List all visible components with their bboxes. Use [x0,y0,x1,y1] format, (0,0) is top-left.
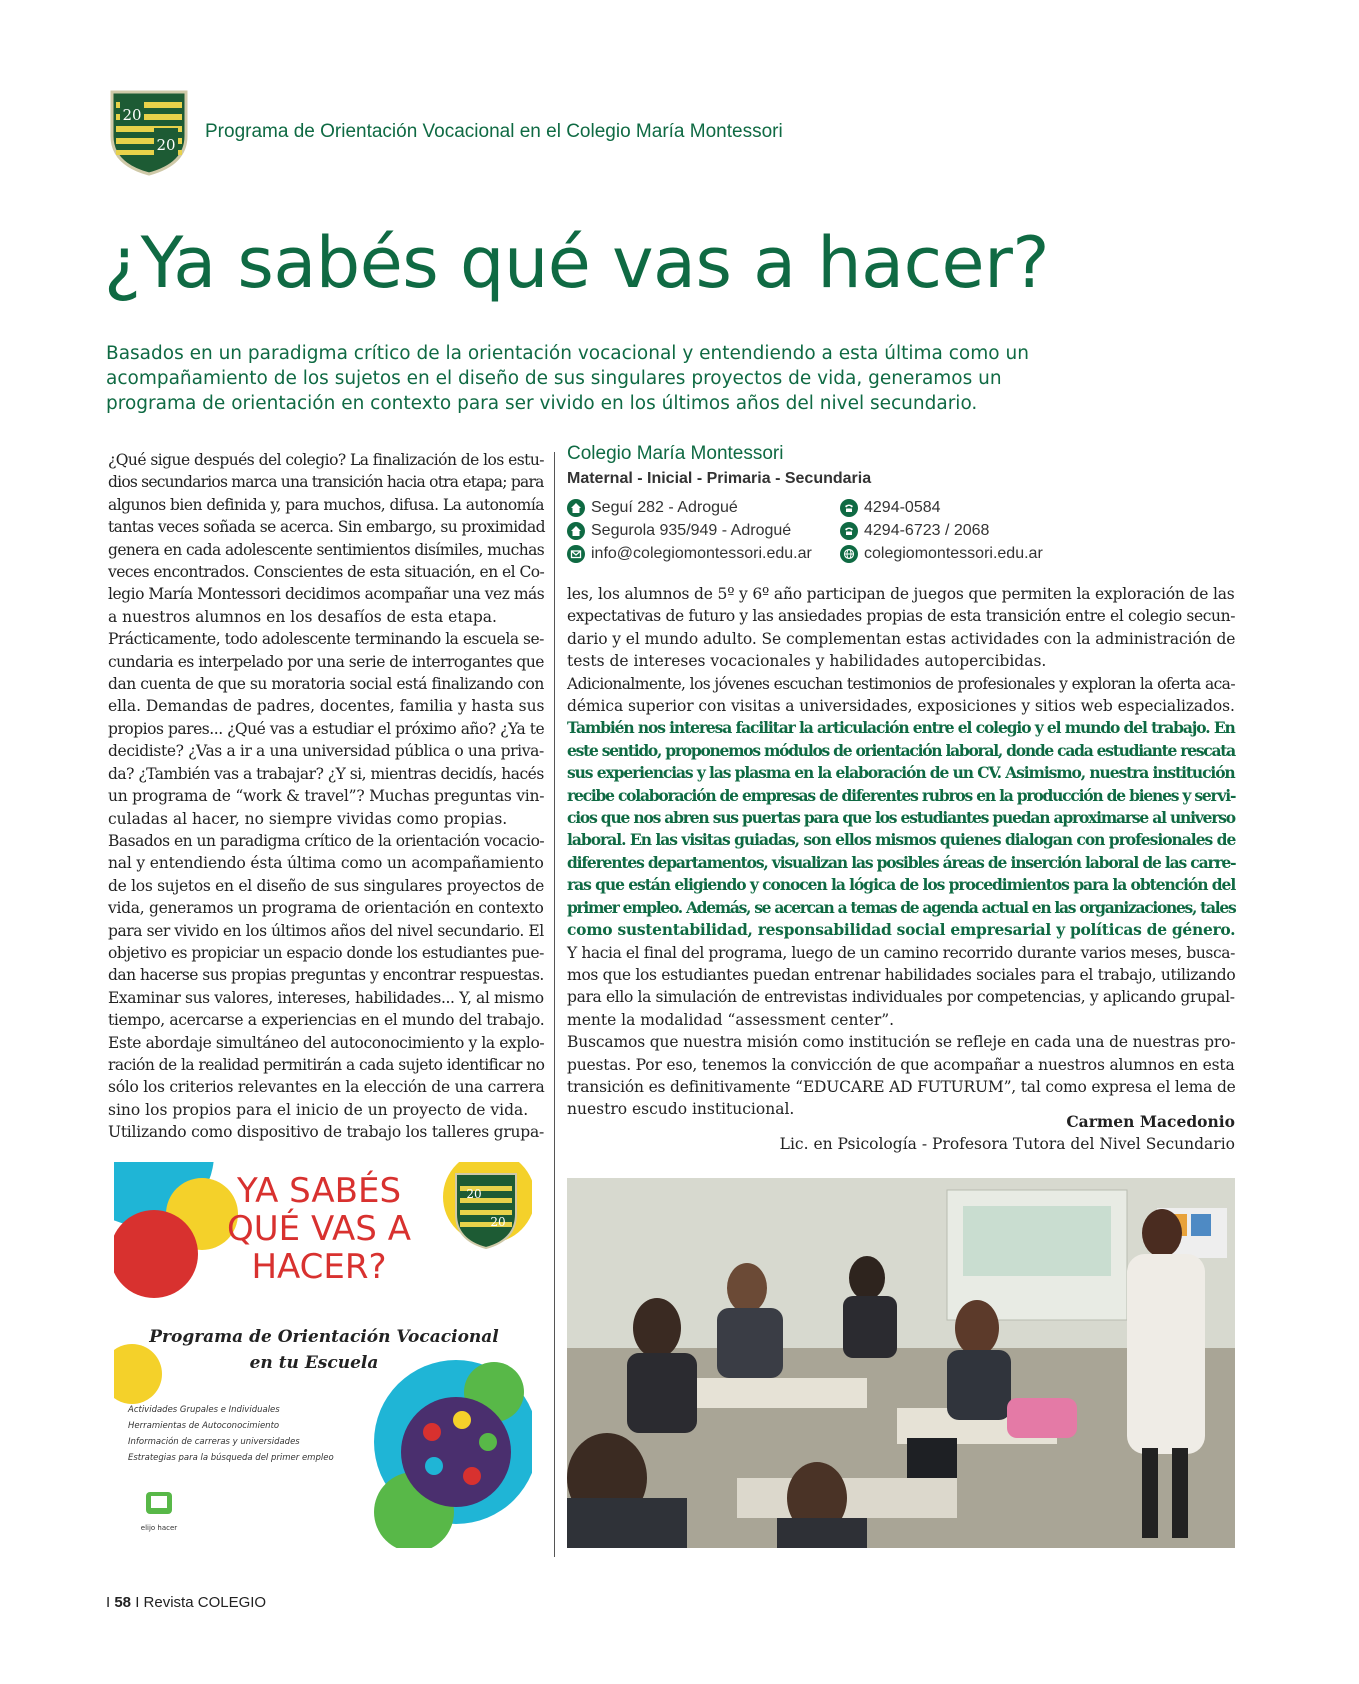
right-column-line: También nos interesa facilitar la articulación entre el colegio y el mundo del trabajo. En [567,718,1235,738]
poster-brand: elijo hacer [140,1524,178,1532]
contact-web[interactable] [840,545,1043,563]
right-column-line: cios que nos abren sus puertas para que los estudiantes puedan aproximarse al universo [567,808,1235,828]
program-header-title: Programa de Orientación Vocacional en el Colegio María Montessori [205,121,783,142]
contact-school-name: Colegio María Montessori [567,443,784,464]
poster-headline-line: YA SABÉS [236,1171,402,1211]
phone-icon [840,499,858,517]
right-column-line: transición es definitivamente “EDUCARE AD FUTURUM”, tal como expresa el lema de [567,1077,1236,1096]
left-column-line: Utilizando como dispositivo de trabajo los talleres grupa- [108,1123,544,1142]
poster-crest-bottom: 20 [490,1215,506,1229]
left-column-line: tiempo, acercarse a experiencias en el mundo del trabajo. [108,1011,545,1030]
left-column-line: Examinar sus valores, intereses, habilidades... Y, al mismo [108,988,544,1007]
right-column-line: mente la modalidad “assessment center”. [567,1010,895,1029]
left-column-line: dan hacerse sus propias preguntas y encontrar respuestas. [108,966,544,985]
poster-script-line: en tu Escuela [249,1353,379,1373]
home-icon [567,522,585,540]
left-column-line: nal y entendiendo ésta última como un acompañamiento [108,854,544,873]
left-column-line: algunos bien definida y, para muchos, difusa. La autonomía [108,495,544,514]
left-column-line: sino los propios para el inicio de un proyecto de vida. [108,1100,529,1119]
right-column-line: sus experiencias y las plasma en la elaboración de un CV. Asimismo, nuestra institución [567,763,1235,783]
left-column-line: culadas al hacer, no siempre vividas como propias. [108,809,508,828]
poster-crest-top: 20 [466,1187,482,1201]
right-column-line: expectativas de futuro y las ansiedades propias de esta transición entre el colegio secun- [567,607,1236,626]
phone-text: 4294-6723 / 2068 [864,522,990,539]
right-column-line: les, los alumnos de 5º y 6º año participan de juegos que permiten la exploración de las [567,585,1235,603]
poster-headline-line: QUÉ VAS A [227,1209,411,1249]
poster-item: Estrategias para la búsqueda del primer empleo [128,1453,334,1463]
left-column-line: un programa de “work & travel”? Muchas preguntas vin- [108,787,545,806]
left-column-line: Este abordaje simultáneo del autoconocimiento y la explo- [108,1033,545,1052]
email-text[interactable]: info@colegiomontessori.edu.ar [591,545,812,562]
article-title: ¿Ya sabés qué vas a hacer? [104,222,1050,304]
phone-icon [840,522,858,540]
author-name: Carmen Macedonio [1066,1112,1235,1131]
school-crest-logo [108,86,190,176]
address-text: Seguí 282 - Adrogué [591,499,738,516]
right-column-line: para ello la simulación de entrevistas individuales por competencias, y aplicando grupal- [567,988,1235,1007]
left-column-line: Basados en un paradigma crítico de la orientación vocacio- [108,831,545,850]
left-column-line: para ser vivido en los últimos años del nivel secundario. El [108,921,544,940]
left-column-line: a nuestros alumnos en los desafíos de esta etapa. [108,607,497,626]
classroom-photo [567,1178,1235,1548]
left-column-line: veces encontrados. Conscientes de esta situación, en el Co- [108,563,545,582]
right-column-line: mos que los estudiantes puedan entrenar habilidades sociales para el trabajo, utilizando [567,965,1236,984]
footer-separator: I [106,1594,115,1611]
author-role: Lic. en Psicología - Profesora Tutora del Nivel Secundario [779,1135,1235,1153]
right-column-line: primer empleo. Además, se acercan a temas de agenda actual en las organizaciones, tales [567,897,1236,917]
left-column-line: vida, generamos un programa de orientación en contexto [108,899,544,918]
program-poster-image [114,1162,532,1548]
left-column-line: da? ¿También vas a trabajar? ¿Y si, mientras decidís, hacés [108,764,544,783]
page-number: 58 [114,1594,132,1611]
right-column-line: diferentes departamentos, visualizan las posibles áreas de inserción laboral de las carre- [567,852,1236,872]
signature [567,1110,1235,1156]
lead-line: Basados en un paradigma crítico de la orientación vocacional y entendiendo a esta última como un [106,343,1029,364]
lead-line: programa de orientación en contexto para ser vivido en los últimos años del nivel secundario. [106,393,978,414]
left-column-line: ¿Qué sigue después del colegio? La finalización de los estu- [108,451,544,469]
right-column-line: como sustentabilidad, responsabilidad social empresarial y políticas de género. [567,920,1236,940]
left-column-line: decidiste? ¿Vas a ir a una universidad pública o una priva- [108,742,544,761]
left-column-text [108,449,544,1144]
globe-icon [840,545,858,563]
left-column-line: sólo los criterios relevantes en la elección de una carrera [108,1078,545,1097]
right-column-line: nuestro escudo institucional. [567,1100,795,1119]
page-footer [106,1594,266,1611]
right-column-line: dario y el mundo adulto. Se complementan estas actividades con la administración de [567,629,1236,648]
contact-phone-1 [840,499,941,517]
website-text[interactable]: colegiomontessori.edu.ar [864,545,1043,562]
right-column-line: Y hacia el final del programa, luego de un camino recorrido durante varios meses, busca- [567,943,1235,962]
poster-item: Actividades Grupales e Individuales [128,1405,280,1415]
contact-address-1 [567,499,738,517]
right-column-line: recibe colaboración de empresas de diferentes rubros en la producción de bienes y servi- [567,785,1236,805]
lead-line: acompañamiento de los sujetos en el diseño de sus singulares proyectos de vida, generamos un [106,368,1002,389]
left-column-line: genera en cada adolescente sentimientos disímiles, muchas [108,540,545,559]
right-column-line: Buscamos que nuestra misión como institución se refleje en cada una de nuestras pro- [567,1033,1236,1052]
left-column-line: legio María Montessori decidimos acompañar una vez más [108,585,545,604]
poster-script-line: Programa de Orientación Vocacional [149,1327,499,1347]
contact-address-2 [567,522,791,540]
left-column-line: propios pares... ¿Qué vas a estudiar el próximo año? ¿Ya te [108,719,545,738]
contact-levels: Maternal - Inicial - Primaria - Secundaria [567,470,872,487]
right-column-line: démica superior con visitas a universidades, exposiciones y sitios web especializados. [567,697,1235,716]
left-column-line: ración de la realidad permitirán a cada sujeto identificar no [108,1055,545,1074]
poster-item: Información de carreras y universidades [128,1437,300,1447]
address-text: Segurola 935/949 - Adrogué [591,522,792,539]
left-column-line: ella. Demandas de padres, docentes, familia y hasta sus [108,697,545,716]
left-column-line: objetivo es propiciar un espacio donde los estudiantes pue- [108,943,544,962]
left-column-line: tantas veces soñada se acerca. Sin embargo, su proximidad [108,518,545,537]
crest-number-top: 20 [122,106,142,124]
footer-separator: I [131,1594,144,1611]
mail-icon [567,545,585,563]
phone-text: 4294-0584 [864,499,941,516]
left-column-line: Prácticamente, todo adolescente terminando la escuela se- [108,630,544,649]
column-divider [554,452,555,1557]
right-column-line: Adicionalmente, los jóvenes escuchan testimonios de profesionales y exploran la oferta aca- [567,674,1235,693]
left-column-line: de los sujetos en el diseño de sus singulares proyectos de [108,876,545,895]
left-column-line: dios secundarios marca una transición hacia otra etapa; para [108,473,544,492]
right-column-line: laboral. En las visitas guiadas, son ellos mismos quienes dialogan con profesionales de [567,830,1236,850]
article-lead [106,341,1029,416]
right-column-line: este sentido, proponemos módulos de orientación laboral, donde cada estudiante rescata [567,740,1235,760]
crest-number-bottom: 20 [156,136,176,154]
right-column-text [567,583,1235,1121]
right-column-line: tests de intereses vocacionales y habilidades autopercibidas. [567,652,1047,671]
right-column-line: puestas. Por eso, tenemos la convicción de que acompañar a nuestros alumnos en esta [567,1055,1235,1074]
right-column-line: ras que están eligiendo y conocen la lógica de los procedimientos para la obtención del [567,875,1236,895]
contact-phone-2 [840,522,989,540]
poster-item: Herramientas de Autoconocimiento [128,1421,280,1431]
contact-email[interactable] [567,545,812,563]
poster-headline-line: HACER? [251,1247,387,1287]
left-column-line: dan cuenta de que su moratoria social está finalizando con [108,675,544,694]
publication-name: Revista COLEGIO [143,1594,267,1611]
home-icon [567,499,585,517]
left-column-line: cundaria es interpelado por una serie de interrogantes que [108,652,544,671]
